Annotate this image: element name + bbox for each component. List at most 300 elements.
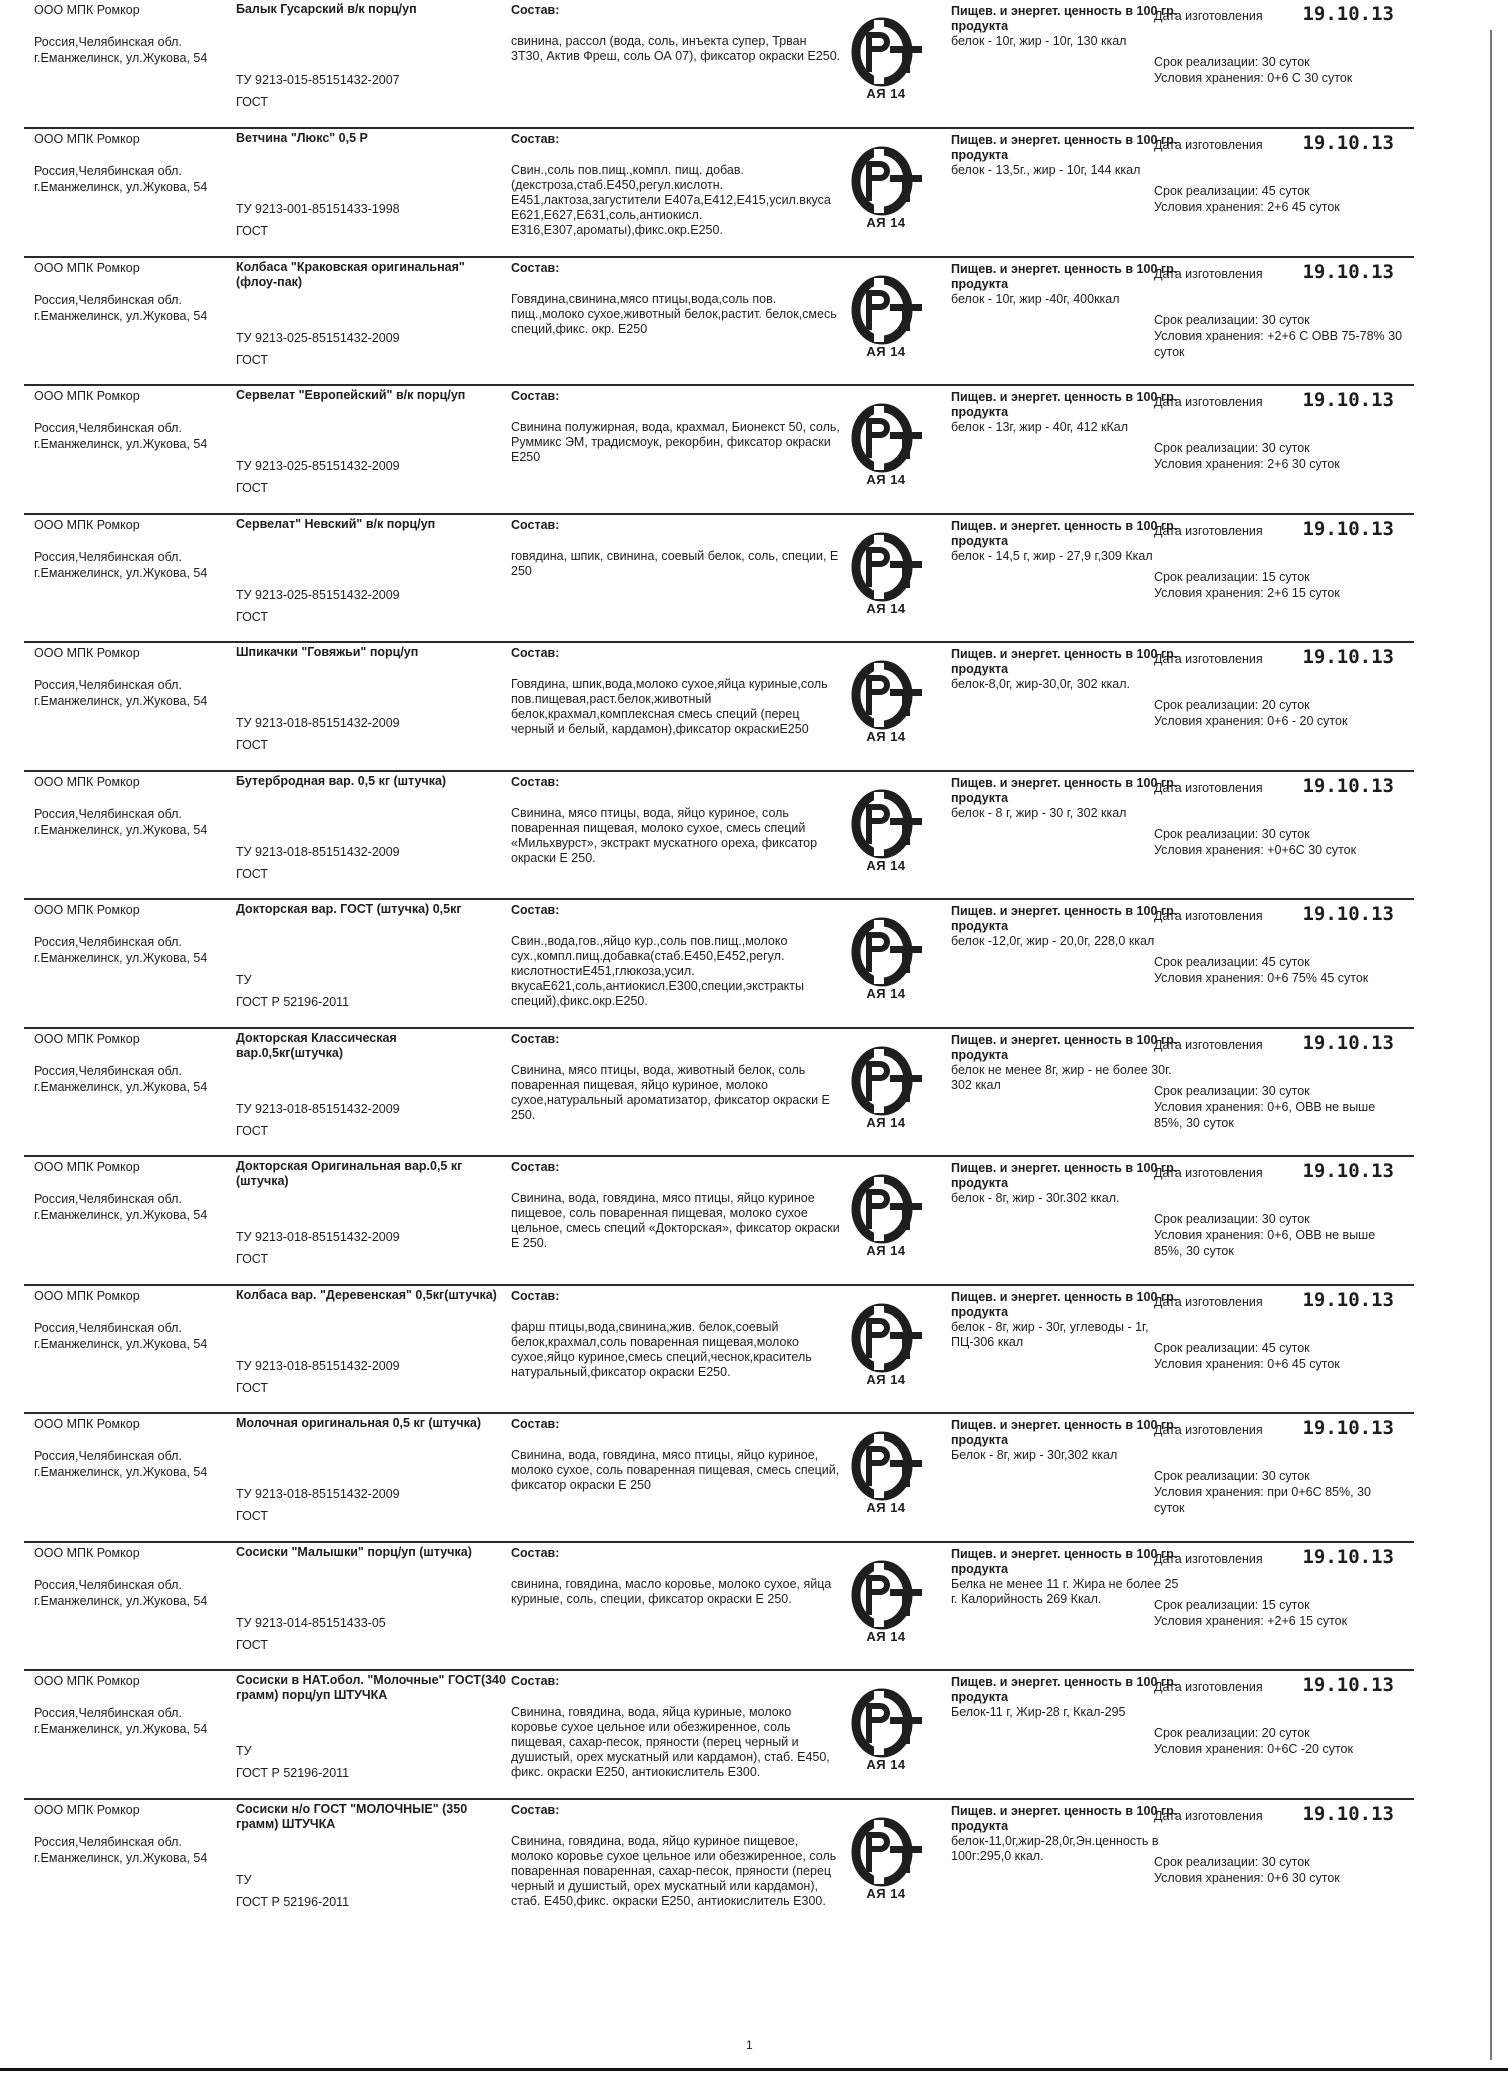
gost-label: ГОСТ xyxy=(236,1637,269,1652)
nutrition-values: белок не менее 8г, жир - не более 30г. 302 ккал xyxy=(951,1062,1172,1092)
storage-conditions: Условия хранения: 0+6 45 суток xyxy=(1154,1356,1340,1371)
nutrition-cell xyxy=(951,133,1181,178)
rst-logo-icon xyxy=(844,1687,928,1759)
manufacturer-cell xyxy=(34,517,254,581)
nutrition-values: белок - 8г, жир - 30г.302 ккал. xyxy=(951,1191,1120,1205)
standards-cell xyxy=(236,1229,496,1267)
production-date: 19.10.13 xyxy=(1302,132,1394,154)
company-name: ООО МПК Ромкор xyxy=(34,1802,140,1817)
product-name: Докторская Классическая вар.0,5кг(штучка) xyxy=(236,1030,397,1060)
rst-logo-icon xyxy=(844,1430,928,1502)
region: Россия,Челябинская обл. xyxy=(34,1577,182,1592)
address: г.Еманжелинск, ул.Жукова, 54 xyxy=(34,1465,208,1479)
storage-conditions: Условия хранения: +0+6С 30 суток xyxy=(1154,842,1357,857)
product-name: Сервелат" Невский" в/к порц/уп xyxy=(236,516,436,531)
certification-code: АЯ 14 xyxy=(866,1114,906,1130)
nutrition-values: белок - 13,5г., жир - 10г, 144 ккал xyxy=(951,163,1141,177)
gost-label: ГОСТ Р 52196-2011 xyxy=(236,1766,350,1780)
manufacturer-cell xyxy=(34,131,254,195)
production-date: 19.10.13 xyxy=(1302,3,1394,25)
nutrition-header: Пищев. и энергет. ценность в 100 гр. продукта xyxy=(951,1161,1178,1190)
product-name: Докторская вар. ГОСТ (штучка) 0,5кг xyxy=(236,902,462,916)
nutrition-header: Пищев. и энергет. ценность в 100 гр. продукта xyxy=(951,133,1178,162)
dates-cell xyxy=(1154,260,1424,360)
product-name: Сосиски "Малышки" порц/уп (штучка) xyxy=(236,1544,472,1559)
product-row xyxy=(24,641,1414,770)
composition-text: Свинина, говядина, вода, яйца куриные, молоко коровье сухое цельное или обезжиренное, соль пищевая, сахар-песок, пряности (перец черный и душистый, орех мускатный или кардамон), стаб. Е450, фикс. окраски Е250, антиокислитель Е300. xyxy=(511,1705,830,1779)
nutrition-header: Пищев. и энергет. ценность в 100 гр. продукта xyxy=(951,1546,1178,1576)
manufacturer-cell xyxy=(34,1802,254,1866)
certification-code: АЯ 14 xyxy=(866,343,906,359)
nutrition-cell xyxy=(951,1547,1181,1607)
production-date-label: Дата изготовления xyxy=(1154,9,1263,23)
composition-cell xyxy=(511,1031,841,1123)
production-date-line xyxy=(1154,1031,1394,1054)
standards-cell xyxy=(236,330,496,368)
shelf-life: Срок реализации: 30 суток xyxy=(1154,312,1310,327)
dates-cell xyxy=(1154,1674,1424,1757)
address: г.Еманжелинск, ул.Жукова, 54 xyxy=(34,1850,208,1865)
composition-label: Состав: xyxy=(511,1417,560,1431)
tu-number: ТУ 9213-018-85151432-2009 xyxy=(236,1101,400,1116)
rst-certification-mark xyxy=(844,1173,928,1267)
gost-label: ГОСТ xyxy=(236,1380,269,1395)
rst-certification-mark xyxy=(844,402,928,496)
composition-cell xyxy=(511,902,841,1009)
production-date-label: Дата изготовления xyxy=(1154,909,1263,923)
product-row xyxy=(24,1541,1414,1670)
composition-cell xyxy=(511,1288,841,1380)
gost-label: ГОСТ Р 52196-2011 xyxy=(236,1894,350,1909)
company-name: ООО МПК Ромкор xyxy=(34,132,140,146)
composition-text: Свинина, вода, говядина, мясо птицы, яйцо куриное пищевое, соль поваренная пищевая, молоко сухое цельное, смесь специй «Докторская», фиксатор окраски Е 250. xyxy=(511,1191,840,1250)
rst-logo-icon xyxy=(844,916,928,988)
manufacturer-cell xyxy=(34,2,254,66)
dates-cell xyxy=(1154,517,1424,601)
gost-label: ГОСТ xyxy=(236,95,269,109)
nutrition-cell xyxy=(951,1804,1181,1864)
storage-conditions: Условия хранения: +2+6 15 суток xyxy=(1154,1613,1348,1628)
shelf-life: Срок реализации: 30 суток xyxy=(1154,55,1310,69)
composition-text: фарш птицы,вода,свинина,жив. белок,соевый белок,крахмал,соль поваренная пищевая,молоко сухое,яйцо куриное,смесь специй,чеснок,краситель натуральный,фиксатор окраски Е250. xyxy=(511,1319,812,1379)
standards-cell xyxy=(236,715,496,753)
storage-conditions: Условия хранения: 2+6 30 суток xyxy=(1154,457,1340,471)
certification-code: АЯ 14 xyxy=(866,986,906,1001)
composition-label: Состав: xyxy=(511,774,560,789)
address: г.Еманжелинск, ул.Жукова, 54 xyxy=(34,1593,208,1608)
standards-cell xyxy=(236,844,496,882)
production-date-line xyxy=(1154,1160,1394,1182)
address: г.Еманжелинск, ул.Жукова, 54 xyxy=(34,1208,208,1222)
address: г.Еманжелинск, ул.Жукова, 54 xyxy=(34,822,208,837)
composition-cell xyxy=(511,1802,841,1909)
tu-number: ТУ 9213-018-85151432-2009 xyxy=(236,716,400,730)
product-name: Шпикачки "Говяжьи" порц/уп xyxy=(236,645,419,659)
production-date: 19.10.13 xyxy=(1302,1031,1394,1054)
company-name: ООО МПК Ромкор xyxy=(34,1674,140,1688)
tu-number: ТУ 9213-018-85151432-2009 xyxy=(236,1358,400,1373)
nutrition-header: Пищев. и энергет. ценность в 100 гр. продукта xyxy=(951,904,1178,933)
production-date-line xyxy=(1154,1674,1394,1696)
shelf-life: Срок реализации: 20 суток xyxy=(1154,698,1310,712)
standards-cell xyxy=(236,201,496,239)
composition-text: Говядина, шпик,вода,молоко сухое,яйца куриные,соль пов.пищевая,раст.белок,животный белок,крахмал,комплексная смесь специй (перец черный и белый, кардамон),фиксатор окраскиЕ250 xyxy=(511,677,828,736)
dates-cell xyxy=(1154,646,1424,729)
production-date-line xyxy=(1154,1417,1394,1439)
production-date: 19.10.13 xyxy=(1302,260,1394,283)
production-date-label: Дата изготовления xyxy=(1154,1166,1263,1180)
shelf-life: Срок реализации: 30 суток xyxy=(1154,1212,1310,1226)
nutrition-cell xyxy=(951,1161,1181,1206)
nutrition-cell xyxy=(951,4,1181,49)
production-date-label: Дата изготовления xyxy=(1154,1294,1263,1309)
nutrition-header: Пищев. и энергет. ценность в 100 гр. продукта xyxy=(951,261,1178,291)
composition-label: Состав: xyxy=(511,1545,560,1560)
shelf-life: Срок реализации: 30 суток xyxy=(1154,1854,1310,1869)
standards-cell xyxy=(236,1872,496,1910)
region: Россия,Челябинская обл. xyxy=(34,678,182,692)
product-row xyxy=(24,384,1414,513)
address: г.Еманжелинск, ул.Жукова, 54 xyxy=(34,1336,208,1351)
nutrition-cell xyxy=(951,776,1181,821)
certification-code: АЯ 14 xyxy=(866,472,906,487)
dates-cell xyxy=(1154,1417,1424,1516)
composition-label: Состав: xyxy=(511,1802,560,1817)
standards-cell xyxy=(236,1358,496,1396)
shelf-life: Срок реализации: 30 суток xyxy=(1154,1469,1310,1483)
region: Россия,Челябинская обл. xyxy=(34,806,182,821)
nutrition-values: белок - 8 г, жир - 30 г, 302 ккал xyxy=(951,805,1127,820)
production-date: 19.10.13 xyxy=(1302,1545,1394,1568)
product-name: Сосиски н/о ГОСТ "МОЛОЧНЫЕ" (350 грамм) ШТУЧКА xyxy=(236,1801,468,1831)
tu-number: ТУ xyxy=(236,1872,252,1887)
region: Россия,Челябинская обл. xyxy=(34,549,182,564)
gost-label: ГОСТ xyxy=(236,1123,269,1138)
certification-code: АЯ 14 xyxy=(866,215,906,230)
rst-certification-mark xyxy=(844,916,928,1010)
composition-label: Состав: xyxy=(511,1031,560,1046)
composition-cell xyxy=(511,517,841,579)
product-name: Колбаса "Краковская оригинальная" (флоу-пак) xyxy=(236,259,465,289)
manufacturer-cell xyxy=(34,774,254,838)
rst-logo-icon xyxy=(844,531,928,603)
production-date-label: Дата изготовления xyxy=(1154,1037,1263,1052)
tu-number: ТУ 9213-018-85151432-2009 xyxy=(236,1230,400,1244)
product-name: Докторская Оригинальная вар.0,5 кг (штучка) xyxy=(236,1159,463,1188)
production-date: 19.10.13 xyxy=(1302,1288,1394,1311)
product-name: Сосиски в НАТ.обол. "Молочные" ГОСТ(340 грамм) порц/уп ШТУЧКА xyxy=(236,1673,506,1702)
storage-conditions: Условия хранения: 0+6 - 20 суток xyxy=(1154,714,1348,728)
composition-label: Состав: xyxy=(511,3,560,17)
production-date-label: Дата изготовления xyxy=(1154,1551,1263,1566)
storage-conditions: Условия хранения: +2+6 С ОВВ 75-78% 30 суток xyxy=(1154,328,1403,359)
nutrition-header: Пищев. и энергет. ценность в 100 гр. продукта xyxy=(951,1289,1178,1319)
production-date-line xyxy=(1154,3,1394,25)
gost-label: ГОСТ xyxy=(236,352,269,367)
region: Россия,Челябинская обл. xyxy=(34,1449,182,1463)
composition-cell xyxy=(511,645,841,737)
gost-label: ГОСТ xyxy=(236,224,269,238)
company-name: ООО МПК Ромкор xyxy=(34,1160,140,1174)
composition-text: Свин.,соль пов.пищ.,компл. пищ. добав.(декстроза,стаб.Е450,регул.кислотн. Е451,лактоза,загустители Е407а,Е412,Е415,усил.вкуса Е621,Е627,Е631,соль,антиокисл. Е316,Е307,ароматы),фикс.окр.Е250. xyxy=(511,163,831,237)
product-row xyxy=(24,1027,1414,1156)
region: Россия,Челябинская обл. xyxy=(34,421,182,435)
nutrition-values: белок-11,0г,жир-28,0г,Эн.ценность в 100г:295,0 ккал. xyxy=(951,1833,1159,1863)
company-name: ООО МПК Ромкор xyxy=(34,3,140,17)
standards-cell xyxy=(236,458,496,496)
rst-certification-mark xyxy=(844,659,928,753)
product-row xyxy=(24,127,1414,256)
production-date-label: Дата изготовления xyxy=(1154,523,1263,538)
standards-cell xyxy=(236,1743,496,1781)
certification-code: АЯ 14 xyxy=(866,600,906,616)
composition-cell xyxy=(511,1545,841,1607)
company-name: ООО МПК Ромкор xyxy=(34,646,140,660)
composition-cell xyxy=(511,131,841,238)
composition-label: Состав: xyxy=(511,1674,560,1688)
region: Россия,Челябинская обл. xyxy=(34,164,182,178)
product-row xyxy=(24,1412,1414,1541)
tu-number: ТУ 9213-018-85151432-2009 xyxy=(236,1487,400,1501)
nutrition-values: белок - 8г, жир - 30г, углеводы - 1г, ПЦ-306 ккал xyxy=(951,1319,1149,1349)
nutrition-cell xyxy=(951,262,1181,307)
composition-text: Свин.,вода,гов.,яйцо кур.,соль пов.пищ.,молоко сух.,компл.пищ.добавка(стаб.Е450,Е452,регул. кислотностиЕ451,глюкоза,усил. вкусаЕ621,соль,антиокисл.Е300,специи,экстракты специй),фикс.окр.Е250. xyxy=(511,934,804,1008)
nutrition-header: Пищев. и энергет. ценность в 100 гр. продукта xyxy=(951,1675,1178,1704)
product-row xyxy=(24,898,1414,1027)
nutrition-header: Пищев. и энергет. ценность в 100 гр. продукта xyxy=(951,4,1178,33)
production-date-label: Дата изготовления xyxy=(1154,138,1263,152)
rst-certification-mark xyxy=(844,1302,928,1396)
address: г.Еманжелинск, ул.Жукова, 54 xyxy=(34,437,208,451)
product-name: Сервелат "Европейский" в/к порц/уп xyxy=(236,388,466,402)
composition-cell xyxy=(511,260,841,337)
manufacturer-cell xyxy=(34,645,254,709)
tu-number: ТУ 9213-025-85151432-2009 xyxy=(236,459,400,473)
composition-label: Состав: xyxy=(511,1288,560,1303)
rst-certification-mark xyxy=(844,1559,928,1653)
nutrition-header: Пищев. и энергет. ценность в 100 гр. продукта xyxy=(951,390,1178,419)
production-date-line xyxy=(1154,903,1394,925)
rst-logo-icon xyxy=(844,1045,928,1117)
certification-code: АЯ 14 xyxy=(866,857,906,873)
nutrition-header: Пищев. и энергет. ценность в 100 гр. продукта xyxy=(951,518,1178,548)
manufacturer-cell xyxy=(34,1288,254,1352)
address: г.Еманжелинск, ул.Жукова, 54 xyxy=(34,694,208,708)
tu-number: ТУ 9213-014-85151433-05 xyxy=(236,1615,386,1630)
dates-cell xyxy=(1154,132,1424,215)
tu-number: ТУ 9213-015-85151432-2007 xyxy=(236,73,400,87)
gost-label: ГОСТ xyxy=(236,1509,269,1523)
company-name: ООО МПК Ромкор xyxy=(34,774,140,789)
certification-code: АЯ 14 xyxy=(866,86,906,101)
product-row xyxy=(24,1798,1414,1927)
production-date-label: Дата изготовления xyxy=(1154,1423,1263,1437)
shelf-life: Срок реализации: 15 суток xyxy=(1154,569,1310,584)
product-row xyxy=(24,256,1414,385)
rst-certification-mark xyxy=(844,788,928,882)
address: г.Еманжелинск, ул.Жукова, 54 xyxy=(34,1079,208,1094)
rst-logo-icon xyxy=(844,788,928,860)
nutrition-values: белок -12,0г, жир - 20,0г, 228,0 ккал xyxy=(951,934,1155,948)
nutrition-values: белок - 13г, жир - 40г, 412 кКал xyxy=(951,420,1129,434)
production-date-label: Дата изготовления xyxy=(1154,1680,1263,1694)
nutrition-cell xyxy=(951,1033,1181,1093)
certification-code: АЯ 14 xyxy=(866,1628,906,1644)
production-date: 19.10.13 xyxy=(1302,1674,1394,1696)
dates-cell xyxy=(1154,1802,1424,1886)
standards-cell xyxy=(236,1615,496,1653)
dates-cell xyxy=(1154,1545,1424,1629)
production-date-line xyxy=(1154,517,1394,540)
scan-edge-line xyxy=(1490,30,1492,2060)
tu-number: ТУ 9213-018-85151432-2009 xyxy=(236,844,400,859)
nutrition-cell xyxy=(951,1418,1181,1463)
standards-cell xyxy=(236,972,496,1010)
production-date-line xyxy=(1154,774,1394,797)
composition-text: говядина, шпик, свинина, соевый белок, соль, специи, Е 250 xyxy=(511,548,839,578)
nutrition-values: белок - 14,5 г, жир - 27,9 г,309 Ккал xyxy=(951,548,1153,563)
composition-cell xyxy=(511,1673,841,1780)
production-date-label: Дата изготовления xyxy=(1154,1808,1263,1823)
document-sheet xyxy=(24,0,1414,2075)
production-date: 19.10.13 xyxy=(1302,1802,1394,1825)
company-name: ООО МПК Ромкор xyxy=(34,1031,140,1046)
company-name: ООО МПК Ромкор xyxy=(34,1545,140,1560)
composition-label: Состав: xyxy=(511,517,560,532)
region: Россия,Челябинская обл. xyxy=(34,1192,182,1206)
rst-logo-icon xyxy=(844,659,928,731)
rst-logo-icon xyxy=(844,16,928,88)
nutrition-cell xyxy=(951,1290,1181,1350)
dates-cell xyxy=(1154,774,1424,858)
manufacturer-cell xyxy=(34,902,254,966)
company-name: ООО МПК Ромкор xyxy=(34,1417,140,1431)
rst-certification-mark xyxy=(844,1687,928,1781)
standards-cell xyxy=(236,1486,496,1524)
address: г.Еманжелинск, ул.Жукова, 54 xyxy=(34,1722,208,1736)
tu-number: ТУ 9213-025-85151432-2009 xyxy=(236,587,400,602)
nutrition-header: Пищев. и энергет. ценность в 100 гр. продукта xyxy=(951,1032,1178,1062)
production-date-line xyxy=(1154,1545,1394,1568)
manufacturer-cell xyxy=(34,388,254,452)
gost-label: ГОСТ xyxy=(236,609,269,624)
composition-text: свинина, говядина, масло коровье, молоко сухое, яйца куриные, соль, специи, фиксатор окраски Е 250. xyxy=(511,1576,832,1606)
composition-text: Свинина, мясо птицы, вода, животный белок, соль поваренная пищевая, яйцо куриное, молоко сухое,натуральный ароматизатор, фиксатор окраски Е 250. xyxy=(511,1062,830,1122)
storage-conditions: Условия хранения: 0+6, ОВВ не выше 85%, 30 суток xyxy=(1154,1099,1376,1130)
production-date: 19.10.13 xyxy=(1302,517,1394,540)
shelf-life: Срок реализации: 45 суток xyxy=(1154,955,1310,969)
storage-conditions: Условия хранения: 0+6С -20 суток xyxy=(1154,1742,1353,1756)
certification-code: АЯ 14 xyxy=(866,1243,906,1258)
composition-cell xyxy=(511,2,841,64)
composition-text: Свинина, вода, говядина, мясо птицы, яйцо куриное, молоко сухое, соль поваренная пищевая, смесь специй, фиксатор окраски Е 250 xyxy=(511,1448,840,1492)
company-name: ООО МПК Ромкор xyxy=(34,389,140,403)
dates-cell xyxy=(1154,903,1424,986)
nutrition-cell xyxy=(951,1675,1181,1720)
rst-certification-mark xyxy=(844,16,928,110)
product-row xyxy=(24,1155,1414,1284)
nutrition-header: Пищев. и энергет. ценность в 100 гр. продукта xyxy=(951,1418,1178,1447)
production-date: 19.10.13 xyxy=(1302,646,1394,668)
product-row xyxy=(24,513,1414,642)
composition-text: Говядина,свинина,мясо птицы,вода,соль пов. пищ.,молоко сухое,животный белок,растит. белок,смесь специй,фикс. окр. Е250 xyxy=(511,291,837,336)
storage-conditions: Условия хранения: 2+6 15 суток xyxy=(1154,585,1340,600)
production-date-line xyxy=(1154,132,1394,154)
production-date: 19.10.13 xyxy=(1302,903,1394,925)
gost-label: ГОСТ xyxy=(236,1252,269,1266)
composition-text: Свинина, говядина, вода, яйцо куриное пищевое, молоко коровье сухое цельное или обезжиренное, соль поваренная поваренная, сахар-песок, пряности (перец черный и душистый, орех мускатный или кардамон), стаб. Е450,фикс. окраски Е250, антиокислитель Е300. xyxy=(511,1833,837,1908)
production-date-label: Дата изготовления xyxy=(1154,266,1263,281)
product-name: Молочная оригинальная 0,5 кг (штучка) xyxy=(236,1416,481,1430)
manufacturer-cell xyxy=(34,260,254,324)
rst-certification-mark xyxy=(844,1045,928,1139)
page-number: 1 xyxy=(746,2038,753,2052)
production-date: 19.10.13 xyxy=(1302,1417,1394,1439)
composition-label: Состав: xyxy=(511,1160,560,1174)
product-row xyxy=(24,0,1414,127)
shelf-life: Срок реализации: 30 суток xyxy=(1154,1083,1310,1098)
address: г.Еманжелинск, ул.Жукова, 54 xyxy=(34,565,208,580)
nutrition-header: Пищев. и энергет. ценность в 100 гр. продукта xyxy=(951,775,1178,805)
address: г.Еманжелинск, ул.Жукова, 54 xyxy=(34,951,208,965)
gost-label: ГОСТ xyxy=(236,738,269,752)
rst-certification-mark xyxy=(844,1430,928,1524)
certification-code: АЯ 14 xyxy=(866,729,906,744)
product-name: Балык Гусарский в/к порц/уп xyxy=(236,2,417,16)
company-name: ООО МПК Ромкор xyxy=(34,903,140,917)
standards-cell xyxy=(236,72,496,110)
composition-text: свинина, рассол (вода, соль, инъекта супер, Трван 3Т30, Актив Фреш, соль ОА 07), фиксатор окраски Е250. xyxy=(511,34,841,63)
standards-cell xyxy=(236,587,496,625)
composition-label: Состав: xyxy=(511,903,560,917)
dates-cell xyxy=(1154,3,1424,86)
nutrition-cell xyxy=(951,647,1181,692)
rst-logo-icon xyxy=(844,1302,928,1374)
storage-conditions: Условия хранения: при 0+6С 85%, 30 суток xyxy=(1154,1485,1371,1515)
production-date-line xyxy=(1154,646,1394,668)
product-name: Колбаса вар. "Деревенская" 0,5кг(штучка) xyxy=(236,1287,497,1302)
region: Россия,Челябинская обл. xyxy=(34,1063,182,1078)
production-date: 19.10.13 xyxy=(1302,1160,1394,1182)
nutrition-cell xyxy=(951,390,1181,435)
production-date-line xyxy=(1154,260,1394,283)
tu-number: ТУ 9213-025-85151432-2009 xyxy=(236,330,400,345)
product-name: Бутербродная вар. 0,5 кг (штучка) xyxy=(236,773,447,788)
region: Россия,Челябинская обл. xyxy=(34,1320,182,1335)
storage-conditions: Условия хранения: 2+6 45 суток xyxy=(1154,200,1340,214)
nutrition-header: Пищев. и энергет. ценность в 100 гр. продукта xyxy=(951,1803,1178,1833)
product-table xyxy=(24,0,1414,1926)
composition-text: Свинина, мясо птицы, вода, яйцо куриное, соль поваренная пищевая, молоко сухое, смесь специй «Мильхвурст», экстракт мускатного ореха, фиксатор окраски Е 250. xyxy=(511,805,818,865)
rst-certification-mark xyxy=(844,1816,928,1910)
nutrition-values: белок - 10г, жир - 10г, 130 ккал xyxy=(951,34,1127,48)
rst-certification-mark xyxy=(844,145,928,239)
certification-code: АЯ 14 xyxy=(866,1500,906,1515)
certification-code: АЯ 14 xyxy=(866,1371,906,1387)
nutrition-values: Белка не менее 11 г. Жира не более 25 г. Калорийность 269 Ккал. xyxy=(951,1576,1179,1606)
rst-logo-icon xyxy=(844,402,928,474)
dates-cell xyxy=(1154,1031,1424,1131)
dates-cell xyxy=(1154,389,1424,472)
nutrition-values: белок - 10г, жир -40г, 400ккал xyxy=(951,291,1120,306)
company-name: ООО МПК Ромкор xyxy=(34,1288,140,1303)
rst-certification-mark xyxy=(844,274,928,368)
tu-number: ТУ 9213-001-85151433-1998 xyxy=(236,202,400,216)
rst-logo-icon xyxy=(844,274,928,346)
company-name: ООО МПК Ромкор xyxy=(34,517,140,532)
shelf-life: Срок реализации: 20 суток xyxy=(1154,1726,1310,1740)
gost-label: ГОСТ Р 52196-2011 xyxy=(236,995,350,1009)
